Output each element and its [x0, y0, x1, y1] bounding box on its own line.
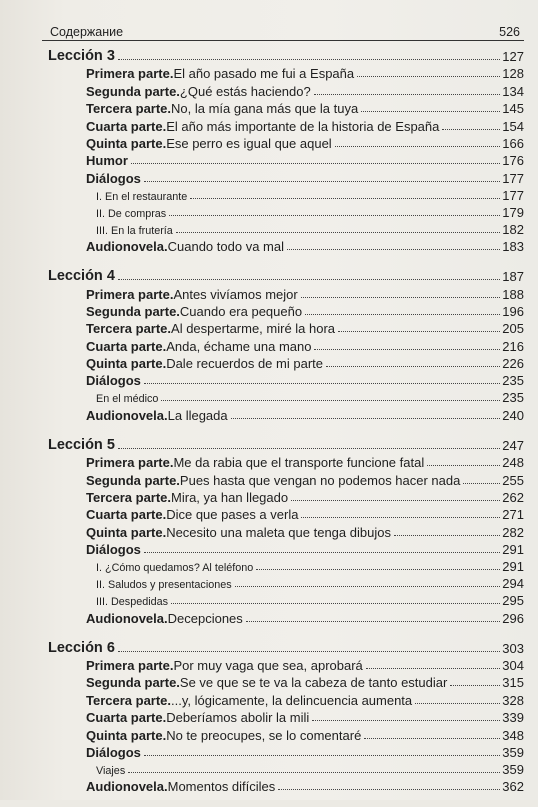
toc-entry [48, 319, 524, 336]
lesson-section [48, 47, 524, 254]
page-number: 291 [502, 542, 524, 558]
page-number: 235 [502, 373, 524, 389]
entry-label: Humor [86, 153, 128, 169]
toc-entry [48, 405, 524, 422]
toc-entry [48, 708, 524, 725]
page-number: 271 [502, 507, 524, 523]
toc-entry [48, 116, 524, 133]
page-number: 205 [502, 321, 524, 337]
toc-entry [48, 673, 524, 690]
entry-title: Me da rabia que el transporte funcione fatal [173, 455, 425, 471]
dot-leader [144, 181, 500, 182]
lesson-title: Lección 3 [48, 48, 115, 64]
dot-leader [287, 249, 500, 250]
entry-title: Dice que pases a verla [166, 507, 299, 523]
entry-title: Ese perro es igual que aquel [166, 135, 332, 151]
page-number: 282 [502, 524, 524, 540]
page-number: 248 [502, 455, 524, 471]
page-number: 247 [502, 437, 524, 453]
lesson-title: Lección 4 [48, 268, 115, 285]
dot-leader [442, 129, 500, 130]
entry-title: Pues hasta que vengan no podemos hacer nada [179, 472, 461, 488]
table-of-contents [48, 47, 524, 807]
page-number: 177 [502, 170, 524, 186]
toc-entry [48, 237, 524, 254]
toc-entry [48, 81, 524, 98]
entry-title: No, la mía gana más que la tuya [171, 101, 359, 117]
toc-entry [48, 371, 524, 388]
page-number: 187 [502, 269, 524, 285]
entry-title: Decepciones [167, 610, 243, 626]
page-number: 328 [502, 692, 524, 708]
dot-leader [131, 163, 500, 164]
header-title: Содержание [50, 25, 124, 39]
page-number: 262 [502, 490, 524, 506]
toc-entry [48, 453, 524, 470]
entry-title: II. De compras [96, 207, 167, 220]
dot-leader [256, 569, 500, 570]
entry-title: II. Saludos y presentaciones [96, 579, 232, 592]
entry-title: Necesito una maleta que tenga dibujos [166, 524, 391, 540]
toc-entry [48, 760, 524, 777]
entry-label: Diálogos [86, 373, 141, 389]
lesson-heading [48, 267, 524, 284]
toc-entry [48, 743, 524, 760]
page-number: 362 [502, 779, 524, 795]
dot-leader [357, 76, 500, 77]
entry-title: ...y, lógicamente, la delincuencia aumenta [171, 692, 413, 708]
lesson-title: Lección 6 [48, 639, 115, 656]
page-number: 154 [502, 118, 524, 134]
toc-entry [48, 591, 524, 608]
entry-label: Diálogos [86, 744, 141, 760]
entry-title: Cuando todo va mal [167, 239, 284, 255]
dot-leader [427, 465, 500, 466]
running-header [42, 22, 524, 41]
entry-title: Al despertarme, miré la hora [171, 321, 336, 337]
entry-label: Primera parte. [86, 455, 174, 471]
page-number: 216 [502, 338, 524, 354]
page-number: 145 [502, 101, 524, 117]
dot-leader [118, 279, 500, 280]
dot-leader [118, 651, 500, 652]
page-number: 182 [502, 221, 524, 237]
toc-entry [48, 725, 524, 742]
dot-leader [144, 755, 500, 756]
toc-entry [48, 505, 524, 522]
dot-leader [144, 552, 500, 553]
entry-title: Deberíamos abolir la mili [166, 710, 310, 726]
toc-entry [48, 203, 524, 220]
toc-entry [48, 470, 524, 487]
entry-label: Segunda parte. [86, 303, 180, 319]
page-number: 348 [502, 727, 524, 743]
dot-leader [278, 789, 500, 790]
dot-leader [190, 198, 500, 199]
page-number: 291 [502, 559, 524, 575]
page-number: 127 [502, 49, 524, 64]
dot-leader [314, 94, 501, 95]
entry-title: No te preocupes, se lo comentaré [166, 727, 362, 743]
lesson-heading [48, 436, 524, 453]
entry-label: Tercera parte. [86, 321, 172, 337]
page-number: 226 [502, 356, 524, 372]
entry-label: Primera parte. [86, 286, 174, 302]
dot-leader [231, 418, 501, 419]
entry-title: Momentos difíciles [167, 779, 276, 795]
entry-label: Quinta parte. [86, 356, 167, 372]
dot-leader [361, 111, 500, 112]
entry-title: III. En la frutería [96, 224, 173, 237]
entry-label: Audionovela. [86, 779, 168, 795]
entry-label: Tercera parte. [86, 692, 172, 708]
toc-entry [48, 134, 524, 151]
toc-entry [48, 777, 524, 794]
entry-label: Quinta parte. [86, 135, 167, 151]
entry-title: Dale recuerdos de mi parte [166, 356, 323, 372]
dot-leader [394, 535, 500, 536]
page-number: 128 [502, 66, 524, 82]
page-number: 196 [502, 303, 524, 319]
toc-entry [48, 168, 524, 185]
toc-entry [48, 99, 524, 116]
toc-entry [48, 557, 524, 574]
entry-title: I. ¿Cómo quedamos? Al teléfono [96, 562, 254, 575]
entry-label: Audionovela. [86, 610, 168, 626]
entry-title: Viajes [96, 764, 126, 777]
dot-leader [366, 668, 501, 669]
entry-label: Quinta parte. [86, 524, 167, 540]
dot-leader [314, 349, 500, 350]
page-number: 179 [502, 204, 524, 220]
entry-title: Por muy vaga que sea, aprobará [173, 657, 363, 673]
entry-label: Segunda parte. [86, 472, 180, 488]
dot-leader [364, 738, 500, 739]
page-number: 188 [502, 286, 524, 302]
page-number: 176 [502, 153, 524, 169]
page-number: 294 [502, 576, 524, 592]
dot-leader [301, 297, 501, 298]
dot-leader [326, 366, 500, 367]
toc-entry [48, 574, 524, 591]
dot-leader [118, 448, 500, 449]
page-number: 359 [502, 744, 524, 760]
dot-leader [169, 215, 500, 216]
entry-label: Segunda parte. [86, 83, 180, 99]
entry-title: Anda, échame una mano [166, 338, 312, 354]
toc-entry [48, 388, 524, 405]
toc-entry [48, 151, 524, 168]
entry-title: Cuando era pequeño [179, 303, 303, 319]
page-number: 295 [502, 593, 524, 609]
entry-label: Audionovela. [86, 407, 168, 423]
page-number: 315 [502, 675, 524, 691]
dot-leader [335, 146, 501, 147]
entry-title: La llegada [167, 407, 228, 423]
toc-entry [48, 186, 524, 203]
entry-title: III. Despedidas [96, 596, 169, 609]
dot-leader [118, 59, 500, 60]
dot-leader [450, 685, 500, 686]
entry-title: ¿Qué estás haciendo? [179, 83, 311, 99]
page-number: 134 [502, 83, 524, 99]
entry-title: El año más importante de la historia de España [166, 118, 440, 134]
toc-entry [48, 690, 524, 707]
entry-label: Quinta parte. [86, 727, 167, 743]
page-number: 339 [502, 710, 524, 726]
entry-label: Cuarta parte. [86, 118, 167, 134]
lesson-section [48, 639, 524, 795]
entry-label: Primera parte. [86, 657, 174, 673]
toc-entry [48, 354, 524, 371]
dot-leader [312, 720, 500, 721]
page-number: 240 [502, 407, 524, 423]
entry-title: Mira, ya han llegado [171, 490, 289, 506]
lesson-heading [48, 639, 524, 656]
entry-label: Cuarta parte. [86, 710, 167, 726]
dot-leader [463, 483, 500, 484]
page-number: 303 [502, 640, 524, 656]
page-number: 255 [502, 472, 524, 488]
lesson-title: Lección 5 [48, 436, 115, 453]
lesson-section [48, 267, 524, 423]
toc-entry [48, 336, 524, 353]
dot-leader [176, 232, 500, 233]
toc-entry [48, 220, 524, 237]
toc-entry [48, 656, 524, 673]
dot-leader [235, 586, 501, 587]
entry-label: Audionovela. [86, 239, 168, 255]
dot-leader [246, 621, 501, 622]
entry-label: Tercera parte. [86, 490, 172, 506]
header-page-number: 526 [499, 25, 520, 39]
toc-entry [48, 302, 524, 319]
lesson-section [48, 436, 524, 626]
entry-label: Primera parte. [86, 66, 174, 82]
toc-entry [48, 488, 524, 505]
entry-label: Tercera parte. [86, 101, 172, 117]
toc-entry [48, 608, 524, 625]
entry-title: El año pasado me fui a España [173, 66, 355, 82]
entry-title: En el médico [96, 393, 159, 406]
entry-label: Diálogos [86, 542, 141, 558]
dot-leader [291, 500, 500, 501]
lesson-heading [48, 47, 524, 64]
entry-label: Segunda parte. [86, 675, 180, 691]
dot-leader [161, 400, 500, 401]
page-number: 183 [502, 239, 524, 255]
entry-label: Diálogos [86, 170, 141, 186]
entry-label: Cuarta parte. [86, 507, 167, 523]
dot-leader [305, 314, 500, 315]
entry-title: Antes vivíamos mejor [173, 286, 298, 302]
page-number: 296 [502, 610, 524, 626]
dot-leader [171, 603, 500, 604]
entry-title: Se ve que se te va la cabeza de tanto estudiar [179, 675, 448, 691]
page-number: 304 [502, 657, 524, 673]
page-number: 177 [502, 187, 524, 203]
toc-entry [48, 522, 524, 539]
toc-entry [48, 540, 524, 557]
dot-leader [338, 331, 500, 332]
entry-label: Cuarta parte. [86, 338, 167, 354]
toc-entry [48, 64, 524, 81]
dot-leader [301, 517, 500, 518]
dot-leader [128, 772, 500, 773]
dot-leader [415, 703, 500, 704]
dot-leader [144, 383, 500, 384]
page-number: 166 [502, 135, 524, 151]
page-number: 359 [502, 761, 524, 777]
entry-title: I. En el restaurante [96, 190, 188, 203]
toc-entry [48, 284, 524, 301]
page-number: 235 [502, 390, 524, 406]
